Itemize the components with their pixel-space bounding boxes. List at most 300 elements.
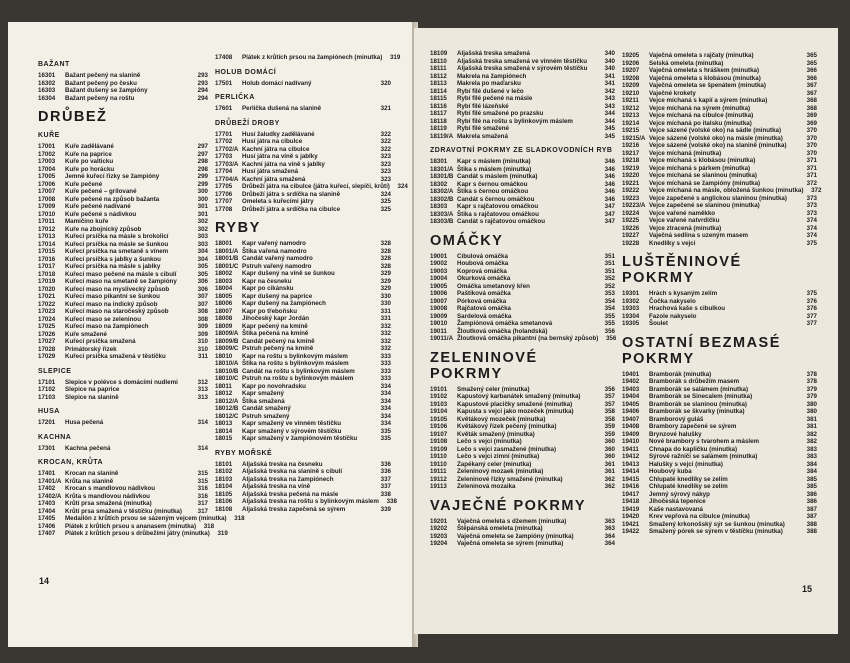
recipe-page: 332 (380, 322, 391, 330)
recipe-code: 18010 (215, 352, 233, 360)
recipe-page: 361 (604, 468, 615, 475)
recipe-page: 356 (605, 335, 617, 342)
recipe-name: Kuřecí prsíčka na smetaně s vínem (65, 248, 169, 255)
recipe-code: 18011 (215, 382, 232, 390)
recipe-page: 357 (604, 393, 615, 400)
recipe-code: 19413 (622, 460, 640, 468)
menu-section (215, 54, 401, 62)
recipe-code: 18301/A (430, 165, 454, 173)
recipe-name: Kapr pečený na kmíně (242, 322, 308, 330)
recipe-name: Bramborový guláš (649, 415, 704, 423)
recipe-code: 16302 (38, 79, 56, 87)
recipe-code: 19204 (430, 540, 448, 547)
recipe-code: 18015 (215, 435, 233, 442)
recipe-code: 19220 (622, 172, 640, 179)
recipe-name: Perlička dušená na slanině (242, 105, 322, 112)
left-page-column-2 (215, 54, 408, 513)
recipe-code: 19205 (622, 52, 640, 59)
recipe-name: Bažant pečený na roštu (65, 94, 135, 102)
recipe-entry (430, 73, 615, 81)
recipe-name: Slepice na paprice (65, 386, 120, 393)
recipe-entry (622, 498, 817, 506)
recipe-entry (622, 52, 817, 60)
recipe-page: 337 (380, 475, 391, 483)
recipe-page: 294 (197, 87, 208, 94)
recipe-code: 19401 (622, 370, 640, 378)
recipe-page: 300 (197, 188, 208, 195)
recipe-entry (38, 485, 208, 493)
recipe-code: 17010 (38, 210, 56, 218)
recipe-name: Chlupaté knedlíky se zelím (649, 483, 728, 490)
recipe-code: 16303 (38, 87, 56, 94)
recipe-entry (622, 431, 817, 439)
recipe-code: 18111 (430, 65, 447, 72)
recipe-code: 19411 (622, 445, 639, 453)
menu-section (622, 52, 822, 247)
recipe-entry (430, 335, 615, 343)
recipe-entry (430, 103, 615, 111)
recipe-page: 344 (604, 117, 615, 125)
recipe-code: 19006 (430, 290, 448, 297)
recipe-page: 309 (197, 323, 208, 330)
recipe-page: 366 (806, 67, 817, 74)
recipe-code: 16304 (38, 94, 56, 102)
recipe-name: Rybí filé smažené po prazsku (457, 110, 544, 117)
recipe-name: Husí játra na cibulce (242, 138, 303, 145)
recipe-name: Štika s rajčatovou omáčkou (457, 210, 539, 218)
recipe-code: 18006 (215, 300, 233, 307)
recipe-code: 18303 (430, 203, 448, 210)
recipe-entry (215, 285, 391, 293)
recipe-entry (622, 195, 817, 203)
recipe-code: 19201 (430, 517, 448, 525)
recipe-code: 18302 (430, 180, 448, 188)
recipe-page: 299 (197, 173, 208, 180)
recipe-entry (430, 211, 615, 219)
recipe-page: 376 (806, 297, 817, 305)
recipe-page: 363 (604, 525, 615, 532)
recipe-name: Drůbeží játra a srdíčka na cibulce (242, 205, 341, 213)
recipe-code: 17705 (215, 183, 233, 190)
recipe-name: Kapr vařený namodro (242, 240, 306, 247)
recipe-name: Bramborák se Sinecalem (minutka) (649, 393, 753, 400)
recipe-code: 17201 (38, 419, 56, 426)
recipe-entry (38, 166, 208, 174)
recipe-code: 19110 (430, 453, 447, 460)
recipe-name: Květákový mozeček (minutka) (457, 415, 546, 423)
recipe-code: 18116 (430, 102, 447, 110)
recipe-code: 17403 (38, 500, 56, 507)
recipe-entry (215, 315, 391, 323)
recipe-page: 298 (197, 165, 208, 173)
recipe-code: 18010/C (215, 375, 239, 382)
recipe-name: Čočka nakyselo (649, 297, 696, 305)
menu-section (430, 498, 615, 548)
recipe-entry (430, 431, 615, 439)
recipe-entry (215, 353, 391, 361)
recipe-entry (430, 173, 615, 181)
recipe-entry (430, 95, 615, 103)
recipe-page: 387 (806, 505, 817, 513)
recipe-entry (38, 419, 208, 427)
recipe-page: 365 (806, 59, 817, 67)
recipe-page: 336 (380, 460, 391, 468)
recipe-entry (38, 386, 208, 394)
recipe-name: Husí žaludky zadělávané (242, 130, 315, 138)
recipe-name: Kapr smažený (242, 390, 284, 397)
recipe-code: 18003 (215, 277, 233, 285)
recipe-page: 370 (806, 127, 817, 134)
recipe-name: Jihočeský kapr Jordán (242, 315, 310, 322)
recipe-name: Štěpánská omeleta (minutka) (457, 525, 543, 532)
recipe-name: Kuře pečené na způsob bažanta (65, 195, 160, 203)
recipe-code: 19001 (430, 252, 448, 260)
recipe-code: 18001 (215, 240, 233, 247)
recipe-code: 19414 (622, 468, 640, 475)
recipe-code: 17501 (215, 79, 233, 87)
recipe-name: Drůbeží játra s srdíčka na slanině (242, 190, 341, 198)
recipe-page: 359 (604, 423, 615, 430)
recipe-entry (38, 346, 208, 354)
recipe-code: 17002 (38, 150, 56, 158)
recipe-name: Kuřecí maso na staročeský způsob (65, 308, 169, 315)
recipe-code: 18301/B (430, 173, 454, 180)
recipe-name: Kuřecí prsíčka s jablky a šunkou (65, 255, 161, 263)
recipe-name: Kuřecí maso na žampiónech (65, 323, 149, 330)
recipe-name: Plátek z krůtích prsou s drůbežími játry (minutka) (65, 530, 210, 537)
recipe-page: 371 (806, 157, 817, 164)
recipe-entry (38, 515, 245, 523)
recipe-page: 364 (604, 540, 615, 547)
recipe-entry (215, 330, 391, 338)
recipe-page: 367 (806, 89, 817, 97)
menu-section (38, 407, 208, 427)
recipe-page: 307 (197, 300, 208, 308)
recipe-page: 293 (197, 79, 208, 87)
recipe-name: Kapr s černou omáčkou (457, 180, 528, 188)
recipe-page: 334 (380, 390, 391, 397)
recipe-name: Vejce sázené (volské oko) na sádle (minutka) (649, 127, 782, 134)
section-heading: KUŘE (38, 132, 60, 139)
recipe-page: 313 (197, 386, 208, 393)
recipe-page: 321 (380, 105, 391, 112)
recipe-code: 17407 (38, 530, 56, 537)
recipe-code: 17023 (38, 308, 56, 315)
recipe-code: 19305 (622, 320, 640, 327)
recipe-page: 368 (806, 97, 817, 104)
recipe-code: 19011/A (430, 335, 454, 342)
recipe-entry (430, 393, 615, 401)
recipe-page: 347 (604, 210, 615, 218)
recipe-code: 17301 (38, 444, 56, 452)
recipe-name: Vejce míchaná s párkem (minutka) (649, 164, 751, 172)
recipe-entry (215, 168, 391, 176)
recipe-code: 17702/A (215, 145, 239, 153)
recipe-entry (38, 151, 208, 159)
recipe-page: 338 (386, 498, 397, 505)
recipe-code: 16301 (38, 72, 56, 79)
recipe-entry (430, 203, 615, 211)
recipe-entry (38, 233, 208, 241)
recipe-name: Drůbeží játra na cibulce (játra kuřecí, slepičí, krůtí) (242, 183, 390, 190)
recipe-name: Nové brambory s tvarohem a máslem (649, 438, 760, 445)
recipe-entry (622, 393, 817, 401)
recipe-page: 362 (604, 483, 615, 490)
recipe-page: 333 (380, 375, 391, 382)
recipe-name: Vejce vařené natvrdičku (649, 217, 720, 224)
recipe-page: 361 (604, 460, 615, 468)
recipe-entry (215, 375, 391, 383)
recipe-page: 333 (380, 352, 391, 360)
recipe-code: 17405 (38, 515, 56, 522)
recipe-entry (38, 323, 208, 331)
recipe-name: Kapr na česneku (242, 277, 292, 285)
section-heading: ZELENINOVÉ POKRMY (430, 349, 538, 382)
recipe-code: 17029 (38, 353, 56, 360)
recipe-entry (215, 293, 391, 301)
recipe-page: 339 (380, 505, 391, 513)
recipe-name: Vejce míchaná s kapií a sýrem (minutka) (649, 97, 768, 104)
recipe-entry (215, 105, 391, 113)
recipe-entry (38, 508, 208, 516)
recipe-code: 19228 (622, 239, 640, 247)
section-heading: ZDRAVOTNÍ POKRMY ZE SLADKOVODNÍCH RYB (430, 147, 613, 154)
recipe-code: 19203 (430, 532, 448, 540)
recipe-page: 334 (380, 405, 391, 412)
recipe-entry (430, 461, 615, 469)
recipe-page: 319 (217, 530, 228, 537)
recipe-name: Vejce ztracená (minutka) (649, 224, 722, 232)
recipe-code: 17401/A (38, 477, 62, 485)
recipe-code: 17009 (38, 203, 56, 210)
recipe-entry (215, 390, 391, 398)
recipe-code: 19004 (430, 275, 448, 282)
recipe-code: 19202 (430, 525, 448, 532)
recipe-code: 17021 (38, 293, 56, 300)
recipe-name: Kuřecí prsíčka smažená v těstíčku (65, 353, 166, 360)
recipe-code: 18013 (215, 420, 233, 427)
recipe-code: 18004 (215, 285, 233, 292)
recipe-entry (622, 135, 817, 143)
recipe-code: 17101 (38, 378, 56, 386)
recipe-code: 19410 (622, 438, 640, 445)
recipe-entry (430, 446, 615, 454)
recipe-entry (215, 461, 391, 469)
right-page-column-2 (622, 52, 822, 536)
recipe-entry (430, 125, 615, 133)
recipe-page: 367 (806, 82, 817, 89)
recipe-entry (622, 378, 817, 386)
recipe-entry (622, 172, 817, 180)
recipe-page: 369 (806, 119, 817, 127)
recipe-entry (38, 338, 208, 346)
recipe-page: 378 (806, 378, 817, 385)
recipe-page: 374 (806, 224, 817, 232)
recipe-entry (430, 196, 615, 204)
recipe-code: 18007 (215, 307, 233, 315)
recipe-page: 384 (806, 468, 817, 475)
recipe-page: 386 (806, 490, 817, 498)
recipe-name: Vaječná omeleta s džemem (minutka) (457, 517, 567, 525)
recipe-code: 18117 (430, 110, 447, 117)
recipe-code: 17027 (38, 338, 56, 345)
recipe-entry (430, 408, 615, 416)
recipe-entry (38, 143, 208, 151)
recipe-page: 330 (380, 292, 391, 300)
recipe-page: 373 (806, 194, 817, 202)
recipe-code: 19212 (622, 104, 640, 112)
recipe-code: 19210 (622, 89, 640, 97)
recipe-name: Hrách s kysaným zelím (649, 290, 718, 297)
recipe-page: 328 (380, 240, 391, 247)
recipe-name: Smažený celer (minutka) (457, 385, 530, 393)
recipe-page: 334 (380, 412, 391, 420)
recipe-page: 353 (604, 290, 615, 297)
recipe-entry (215, 498, 397, 506)
recipe-page: 347 (604, 203, 615, 210)
recipe-entry (430, 313, 615, 321)
recipe-page: 372 (806, 179, 817, 187)
recipe-page: 314 (197, 419, 208, 426)
recipe-name: Vejce vařené naměkko (649, 209, 716, 217)
recipe-page: 386 (806, 498, 817, 505)
recipe-page: 300 (197, 195, 208, 203)
recipe-entry (215, 300, 391, 308)
recipe-code: 17001 (38, 143, 56, 150)
recipe-name: Kapustový karbanátek smažený (minutka) (457, 393, 581, 400)
recipe-code: 18119 (430, 125, 447, 132)
recipe-page: 345 (604, 132, 615, 140)
recipe-code: 19008 (430, 305, 448, 312)
recipe-entry (430, 476, 615, 484)
recipe-code: 18001/C (215, 262, 239, 270)
recipe-entry (430, 65, 615, 73)
recipe-page: 370 (806, 149, 817, 157)
recipe-name: Rybí filé na roštu s bylinkovým máslem (457, 117, 573, 125)
recipe-page: 297 (197, 150, 208, 158)
recipe-name: Kuře pečené s nádivkou (65, 210, 137, 218)
recipe-name: Husí játra na víně s jablky (242, 153, 318, 160)
recipe-page: 310 (197, 338, 208, 345)
recipe-name: Vejce míchaná na cibulce (minutka) (649, 112, 754, 119)
recipe-page: 333 (380, 360, 391, 367)
recipe-code: 19213 (622, 112, 640, 119)
menu-section (38, 60, 208, 102)
recipe-page: 355 (604, 320, 615, 327)
recipe-entry (215, 138, 391, 146)
recipe-entry (215, 483, 391, 491)
recipe-name: Husa pečená (65, 419, 104, 426)
menu-section (38, 131, 208, 361)
recipe-code: 19215 (622, 127, 640, 134)
recipe-entry (215, 270, 391, 278)
recipe-name: Jemný sýrový nákyp (649, 490, 710, 498)
recipe-code: 17011 (38, 218, 55, 225)
recipe-name: Kapr na roštu s bylinkovým máslem (242, 352, 348, 360)
recipe-code: 17014 (38, 240, 56, 248)
recipe-name: Lečo s vejci zasmažené (minutka) (457, 445, 557, 453)
recipe-code: 17402/A (38, 492, 62, 500)
recipe-code: 19010 (430, 320, 448, 327)
recipe-code: 19221 (622, 179, 640, 187)
recipe-name: Květák smažený (minutka) (457, 430, 535, 438)
recipe-name: Cibulová omáčka (457, 252, 508, 260)
recipe-name: Bažant pečený na slanině (65, 72, 141, 79)
recipe-code: 19402 (622, 378, 640, 385)
recipe-code: 17020 (38, 285, 56, 293)
recipe-name: Kuře po horácku (65, 165, 115, 173)
recipe-name: Husí játra smažená (242, 168, 299, 175)
recipe-entry (622, 298, 817, 306)
recipe-name: Medailón z krůtích prsou se sázeným vejcem (minutka) (65, 515, 227, 522)
recipe-page: 317 (197, 507, 208, 515)
recipe-code: 18009/C (215, 345, 239, 352)
recipe-code: 19408 (622, 423, 640, 430)
recipe-entry (38, 470, 208, 478)
recipe-entry (622, 476, 817, 484)
recipe-page: 347 (604, 218, 615, 225)
recipe-entry (622, 127, 817, 135)
recipe-name: Kapr po cikánsku (242, 285, 294, 292)
recipe-code: 17708 (215, 205, 233, 213)
recipe-entry (215, 308, 391, 316)
recipe-page: 359 (604, 430, 615, 438)
recipe-page: 342 (604, 87, 615, 95)
recipe-entry (622, 320, 817, 328)
recipe-name: Aljašská treska na víně (242, 483, 311, 490)
recipe-page: 368 (806, 104, 817, 112)
recipe-code: 18001/A (215, 247, 239, 255)
recipe-name: Kuře po valticku (65, 158, 114, 165)
recipe-entry (430, 181, 615, 189)
recipe-page: 388 (806, 528, 817, 535)
recipe-name: Vejce zapečené se slaninou (minutka) (649, 202, 760, 209)
recipe-page: 343 (604, 95, 615, 102)
recipe-page: 316 (197, 492, 208, 500)
recipe-entry (215, 405, 391, 413)
recipe-code: 19422 (622, 528, 640, 535)
recipe-name: Omeleta s kuřecími játry (242, 198, 314, 205)
recipe-entry (622, 165, 817, 173)
recipe-page: 322 (380, 130, 391, 138)
recipe-page: 306 (197, 278, 208, 285)
recipe-page: 383 (806, 453, 817, 460)
recipe-name: Bramborák s drůbežím masem (649, 378, 740, 385)
recipe-page: 301 (197, 203, 208, 210)
recipe-code: 18101 (215, 460, 233, 468)
recipe-name: Kachní játra na cibulce (242, 145, 310, 153)
recipe-entry (38, 493, 208, 501)
recipe-page: 320 (380, 79, 391, 87)
recipe-entry (38, 286, 208, 294)
recipe-page: 330 (380, 300, 391, 307)
recipe-page: 294 (197, 94, 208, 102)
recipe-entry (38, 530, 228, 538)
recipe-entry (38, 80, 208, 88)
recipe-entry (38, 173, 208, 181)
recipe-entry (215, 248, 391, 256)
recipe-code: 19407 (622, 415, 640, 423)
recipe-entry (38, 95, 208, 103)
recipe-code: 19304 (622, 312, 640, 320)
recipe-code: 18104 (215, 483, 233, 490)
recipe-entry (622, 157, 817, 165)
recipe-code: 19211 (622, 97, 639, 104)
recipe-page: 340 (604, 57, 615, 65)
recipe-entry (622, 513, 817, 521)
recipe-code: 18002 (215, 270, 233, 277)
recipe-page: 385 (806, 483, 817, 490)
